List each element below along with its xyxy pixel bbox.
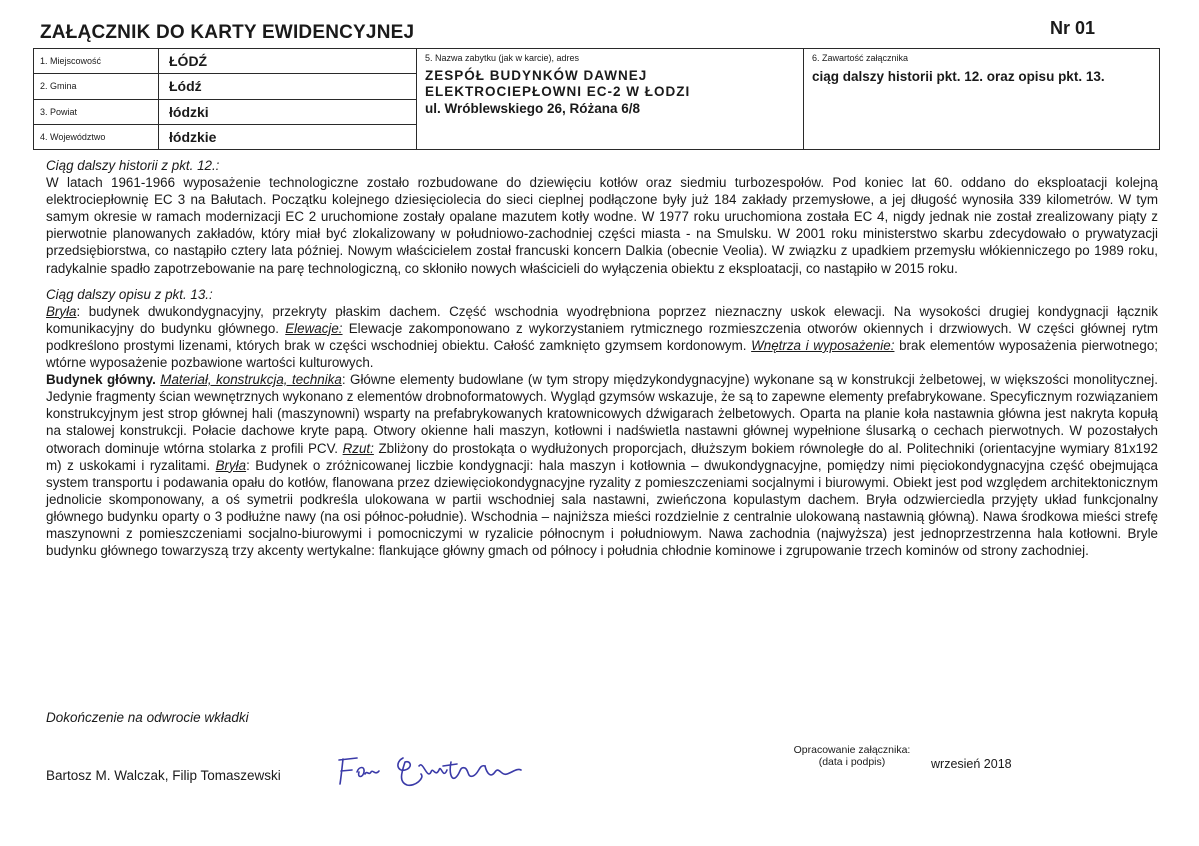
preparation-date: wrzesień 2018 xyxy=(931,757,1012,771)
wnetrza-text: brak elementów wyposażenia pierwotnego; wtórne wyposażenie pozbawione wartości kulturowych. xyxy=(46,337,1158,371)
bryla2-text: : Budynek o zróżnicowanej liczbie kondygnacji: hala maszyn i kotłownia – dwukondygnacyjne, pomiędzy nimi pięciokondygnacyjna część obejmująca system transportu i podawania opału do kotłów, flanowana przez dziewięciokondygnacyjne ryzality z pomieszczeniami socjalnymi i biurowymi. Obiekt jest pod względem architektonicznym jednolicie skomponowany, a oś symetrii podkreśla ulokowana w partii wschodniej sala nastawni, zwieńczona kopulastym dachem. Bryła odzwierciedla przyjęty układ funkcjonalny głównego budynku oparty o 3 podłużne nawy (na osi północ-południe). Wschodnia – najniższa mieści rozdzielnie z centralnie ulokowaną nastawnią główną). Nawa środkowa mieści strefę maszynowni z pomieszczeniami socjalno-biurowymi i pomocniczymi w ryzalicie północnym i południowym. Nawa zachodnia (najwyższa) jest jednoprzestrzenna hala kotłowni. Bryle budynku głównego towarzyszą trzy akcenty wertykalne: flankujące główny gmach od północy i południa chłodnie kominowe i zgrupowanie trzech kominów od strony zachodniej. xyxy=(46,457,1158,559)
prepared-label-line1: Opracowanie załącznika: xyxy=(793,744,911,756)
main-building-label: Budynek główny. xyxy=(46,372,156,388)
field-value-county: łódzki xyxy=(159,99,417,124)
bryla-text: : budynek dwukondygnacyjny, przekryty płaskim dachem. Część wschodnia wyodrębniona poprzez nieznaczny uskok elewacji. Na wysokości drugiej kondygnacji łącznik komunikacyjny do budynku głównego. xyxy=(46,303,1158,336)
rzut-label: Rzut: xyxy=(342,440,374,456)
elewacje-label: Elewacje: xyxy=(285,320,343,336)
field-label-county: 3. Powiat xyxy=(34,99,159,124)
monument-name-cell xyxy=(417,49,804,150)
material-text: : Główne elementy budowlane (w tym stropy międzykondygnacyjne) wykonane są w konstrukcji żelbetowej, w większości monolitycznej. Jedynie fragmenty ścian wewnętrznych wykonano z elementów drobnoformatowych. Wygląd gzymsów wskazuje, że są to zapewne elementy prefabrykowane. Specyficznym rozwiązaniem konstrukcyjnym jest strop głównej hali (maszynowni) wsparty na prefabrykowanych kratownicowych dźwigarach żelbetowych. Oparta na planie koła nastawnia główna jest nakryta kopułą na stalowej konstrukcji. Połacie dachowe kryte papą. Otwory okienne hali maszyn, kotłowni i nadświetla nastawni głównej wypełnione ślusarką o cechach pierwotnych. W pozostałych otworach dominuje wtórna stolarka z profili PCV. xyxy=(46,372,1158,456)
attachment-content-label: 6. Zawartość załącznika xyxy=(812,53,909,63)
bryla-label: Bryła xyxy=(46,303,77,319)
attachment-content-cell xyxy=(804,49,1160,150)
field-label-commune: 2. Gmina xyxy=(34,74,159,99)
document-number: Nr 01 xyxy=(1050,18,1096,38)
bryla2-label: Bryła xyxy=(215,457,247,473)
wnetrza-label: Wnętrza i wyposażenie: xyxy=(751,337,895,353)
description-paragraph-2 xyxy=(46,371,1158,559)
description-heading: Ciąg dalszy opisu z pkt. 13.: xyxy=(46,286,213,302)
history-paragraph: W latach 1961-1966 wyposażenie technologiczne zostało rozbudowane do dziewięciu kotłów oraz siedmiu turbozespołów. Pod koniec lat 60. oddano do eksploatacji kolejną elektrociepłownię EC 3 na Bałutach. Początku kolejnego dziesięciolecia do sieci cieplnej podłączone były już 184 zakłady przemysłowe, a jej długość wynosiła 339 kilometrów. W tym samym okresie w ramach modernizacji EC 2 uruchomione zostały opalane mazutem kotły wodne. W 1977 roku uruchomiona została EC 4, nigdy jednak nie został zrealizowany piąty z pierwotnie planowanych zakładów, który miał być zlokalizowany w południowo-zachodniej części miasta - na Smulsku. W 2001 roku ministerstwo skarbu zdecydowało o prywatyzacji przedsiębiorstwa, co nastąpiło cztery lata później. Nowym właścicielem został francuski koncern Dalkia (obecnie Veolia). W związku z upadkiem przemysłu włókienniczego po 1989 roku, radykalnie spadło zapotrzebowanie na parę technologiczną, co skłoniło nowych właścicieli do wyłączenia obiektu z eksploatacji, co nastąpiło w 2015 roku. xyxy=(46,175,1158,276)
field-value-commune: Łódź xyxy=(159,74,417,99)
header-table xyxy=(33,48,1160,150)
monument-name-line1: ZESPÓŁ BUDYNKÓW DAWNEJ xyxy=(425,68,648,83)
continuation-note: Dokończenie na odwrocie wkładki xyxy=(46,710,249,725)
field-value-voivodeship: łódzkie xyxy=(159,124,417,149)
field-value-locality: ŁÓDŹ xyxy=(159,49,417,74)
field-label-voivodeship: 4. Województwo xyxy=(34,124,159,149)
signature-image xyxy=(335,752,525,792)
material-label: Materiał, konstrukcja, technika xyxy=(160,372,342,388)
elewacje-text: Elewacje zakomponowano z wykorzystaniem rytmicznego rozmieszczenia otworów okiennych i drzwiowych. W części głównej rytm podkreślono prostymi lizenami, których brak w części wschodniej obiektu. Całość zamknięto gzymsem kordonowym. xyxy=(46,320,1158,353)
field-label-locality: 1. Miejscowość xyxy=(34,49,159,74)
prepared-label-line2: (data i podpis) xyxy=(818,756,886,768)
document-title: ZAŁĄCZNIK DO KARTY EWIDENCYJNEJ xyxy=(40,22,415,43)
monument-name-line2: ELEKTROCIEPŁOWNI EC-2 W ŁODZI xyxy=(425,84,691,99)
document-body xyxy=(46,157,1158,559)
monument-address: ul. Wróblewskiego 26, Różana 6/8 xyxy=(425,101,641,116)
monument-name-label: 5. Nazwa zabytku (jak w karcie), adres xyxy=(425,53,580,63)
authors: Bartosz M. Walczak, Filip Tomaszewski xyxy=(46,768,281,783)
rzut-text: Zbliżony do prostokąta o wydłużonych proporcjach, dłuższym bokiem równoległe do al. Politechniki (orientacyjne wymiary 81x192 m) z uskokami i ryzalitami. xyxy=(46,440,1158,473)
description-paragraph-1 xyxy=(46,303,1158,371)
prepared-label xyxy=(793,744,911,768)
attachment-content-value: ciąg dalszy historii pkt. 12. oraz opisu pkt. 13. xyxy=(812,69,1105,84)
history-heading: Ciąg dalszy historii z pkt. 12.: xyxy=(46,158,220,173)
